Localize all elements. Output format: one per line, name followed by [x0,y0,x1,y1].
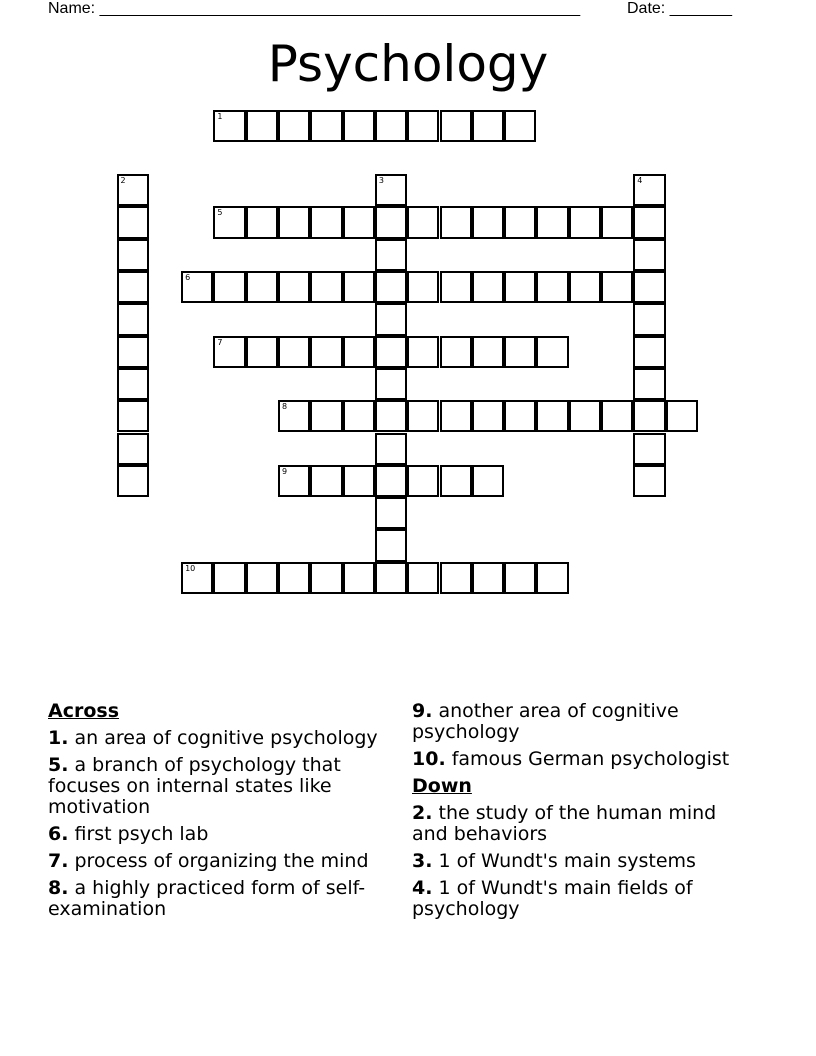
grid-cell[interactable] [569,271,601,303]
grid-cell[interactable] [633,465,665,497]
cell-number: 8 [282,402,288,412]
grid-cell[interactable] [407,271,439,303]
clue-text: a highly practiced form of self-examination [48,877,366,920]
grid-cell[interactable] [633,400,665,432]
grid-cell[interactable] [278,110,310,142]
cell-number: 5 [217,208,223,218]
grid-cell[interactable] [343,110,375,142]
grid-cell[interactable] [246,110,278,142]
clue-text: an area of cognitive psychology [74,727,378,749]
clue-text: process of organizing the mind [74,850,369,872]
grid-cell[interactable] [117,368,149,400]
grid-cell[interactable] [504,206,536,238]
clues-left-column [48,701,393,926]
cell-number: 10 [185,563,196,573]
clue-number: 6. [48,823,69,845]
grid-cell[interactable] [310,271,342,303]
clue-across-10 [412,749,757,770]
grid-cell[interactable] [504,271,536,303]
grid-cell[interactable] [117,271,149,303]
grid-cell[interactable] [440,465,472,497]
grid-cell[interactable] [569,400,601,432]
grid-cell[interactable] [343,400,375,432]
grid-cell[interactable] [536,562,568,594]
grid-cell[interactable] [246,206,278,238]
clue-across-9 [412,701,757,743]
grid-cell[interactable] [407,206,439,238]
cell-number: 6 [185,273,191,282]
page-title: Psychology [267,35,549,93]
grid-cell[interactable] [117,303,149,335]
grid-cell[interactable] [343,336,375,368]
grid-cell[interactable] [472,206,504,238]
grid-cell[interactable] [440,400,472,432]
grid-cell[interactable] [633,303,665,335]
grid-cell[interactable] [536,400,568,432]
grid-cell[interactable] [278,400,310,432]
clue-number: 8. [48,877,69,899]
grid-cell[interactable] [504,110,536,142]
grid-cell[interactable] [601,206,633,238]
grid-cell[interactable] [375,239,407,271]
grid-cell[interactable] [278,206,310,238]
grid-cell[interactable] [407,336,439,368]
grid-cell[interactable] [472,562,504,594]
clue-across-6 [48,824,393,845]
grid-cell[interactable] [246,562,278,594]
cell-number: 1 [217,111,223,121]
grid-cell[interactable] [633,206,665,238]
grid-cell[interactable] [246,271,278,303]
grid-cell[interactable] [117,206,149,238]
grid-cell[interactable] [310,206,342,238]
across-heading: Across [48,700,120,722]
grid-cell[interactable] [310,110,342,142]
grid-cell[interactable] [375,368,407,400]
grid-cell[interactable] [213,562,245,594]
grid-cell[interactable] [375,303,407,335]
clue-text: 1 of Wundt's main systems [438,850,696,872]
grid-cell[interactable] [310,336,342,368]
grid-cell[interactable] [601,400,633,432]
clue-text: a branch of psychology that focuses on internal states like motivation [48,754,341,818]
clue-across-1 [48,728,393,749]
grid-cell[interactable] [472,465,504,497]
grid-cell[interactable] [375,529,407,561]
grid-cell[interactable] [117,465,149,497]
grid-cell[interactable] [375,336,407,368]
grid-cell[interactable] [310,562,342,594]
clue-text: first psych lab [74,823,209,845]
grid-cell[interactable] [633,336,665,368]
clue-across-5 [48,755,393,818]
grid-cell[interactable] [407,465,439,497]
grid-cell[interactable] [375,433,407,465]
clue-number: 3. [412,850,433,872]
clue-text: famous German psychologist [451,748,730,770]
grid-cell[interactable] [633,433,665,465]
name-field[interactable]: Name: ______________________________________________________ [48,0,581,17]
grid-cell[interactable] [407,400,439,432]
grid-cell[interactable] [343,271,375,303]
clue-down-2 [412,803,757,845]
grid-cell[interactable] [504,400,536,432]
cell-number: 4 [637,176,643,186]
grid-cell[interactable] [375,400,407,432]
grid-cell[interactable] [310,465,342,497]
clues-right-column [412,701,757,926]
grid-cell[interactable] [440,206,472,238]
grid-cell[interactable] [117,336,149,368]
grid-cell[interactable] [440,336,472,368]
clue-across-7 [48,851,393,872]
grid-cell[interactable] [407,110,439,142]
grid-cell[interactable] [504,336,536,368]
grid-cell[interactable] [278,336,310,368]
cell-number: 3 [378,176,384,186]
grid-cell[interactable] [117,433,149,465]
grid-cell[interactable] [246,336,278,368]
grid-cell[interactable] [536,206,568,238]
grid-cell[interactable] [181,271,213,303]
cell-number: 7 [217,337,223,347]
down-heading: Down [412,775,472,797]
grid-cell[interactable] [536,271,568,303]
grid-cell[interactable] [440,562,472,594]
grid-cell[interactable] [375,465,407,497]
grid-cell[interactable] [569,206,601,238]
grid-cell[interactable] [440,271,472,303]
grid-cell[interactable] [440,110,472,142]
grid-cell[interactable] [213,271,245,303]
grid-cell[interactable] [181,562,213,594]
grid-cell[interactable] [375,110,407,142]
clue-number: 10. [412,748,446,770]
grid-cell[interactable] [375,174,407,206]
grid-cell[interactable] [117,400,149,432]
grid-cell[interactable] [343,465,375,497]
clue-number: 9. [412,700,433,722]
date-field[interactable]: Date: _______ [627,0,732,17]
cell-number: 9 [282,466,288,476]
grid-cell[interactable] [504,562,536,594]
clue-number: 7. [48,850,69,872]
grid-cell[interactable] [375,497,407,529]
grid-cell[interactable] [213,110,245,142]
grid-cell[interactable] [375,206,407,238]
grid-cell[interactable] [213,206,245,238]
clue-number: 1. [48,727,69,749]
clue-text: 1 of Wundt's main fields of psychology [412,877,693,920]
grid-cell[interactable] [633,368,665,400]
grid-cell[interactable] [472,400,504,432]
grid-cell[interactable] [472,110,504,142]
clue-down-3 [412,851,757,872]
grid-cell[interactable] [472,271,504,303]
grid-cell[interactable] [375,271,407,303]
grid-cell[interactable] [633,271,665,303]
grid-cell[interactable] [666,400,698,432]
clue-down-4 [412,878,757,920]
clue-text: the study of the human mind and behaviors [412,802,717,845]
grid-cell[interactable] [601,271,633,303]
clue-number: 5. [48,754,69,776]
clue-across-8 [48,878,393,920]
grid-cell[interactable] [213,336,245,368]
grid-cell[interactable] [343,206,375,238]
grid-cell[interactable] [536,336,568,368]
grid-cell[interactable] [407,562,439,594]
clue-number: 4. [412,877,433,899]
grid-cell[interactable] [278,465,310,497]
clue-number: 2. [412,802,433,824]
grid-cell[interactable] [310,400,342,432]
clue-text: another area of cognitive psychology [412,700,679,743]
grid-cell[interactable] [117,174,149,206]
grid-cell[interactable] [375,562,407,594]
grid-cell[interactable] [472,336,504,368]
grid-cell[interactable] [278,562,310,594]
grid-cell[interactable] [633,239,665,271]
grid-cell[interactable] [343,562,375,594]
grid-cell[interactable] [278,271,310,303]
grid-cell[interactable] [117,239,149,271]
grid-cell[interactable] [633,174,665,206]
cell-number: 2 [120,176,126,186]
